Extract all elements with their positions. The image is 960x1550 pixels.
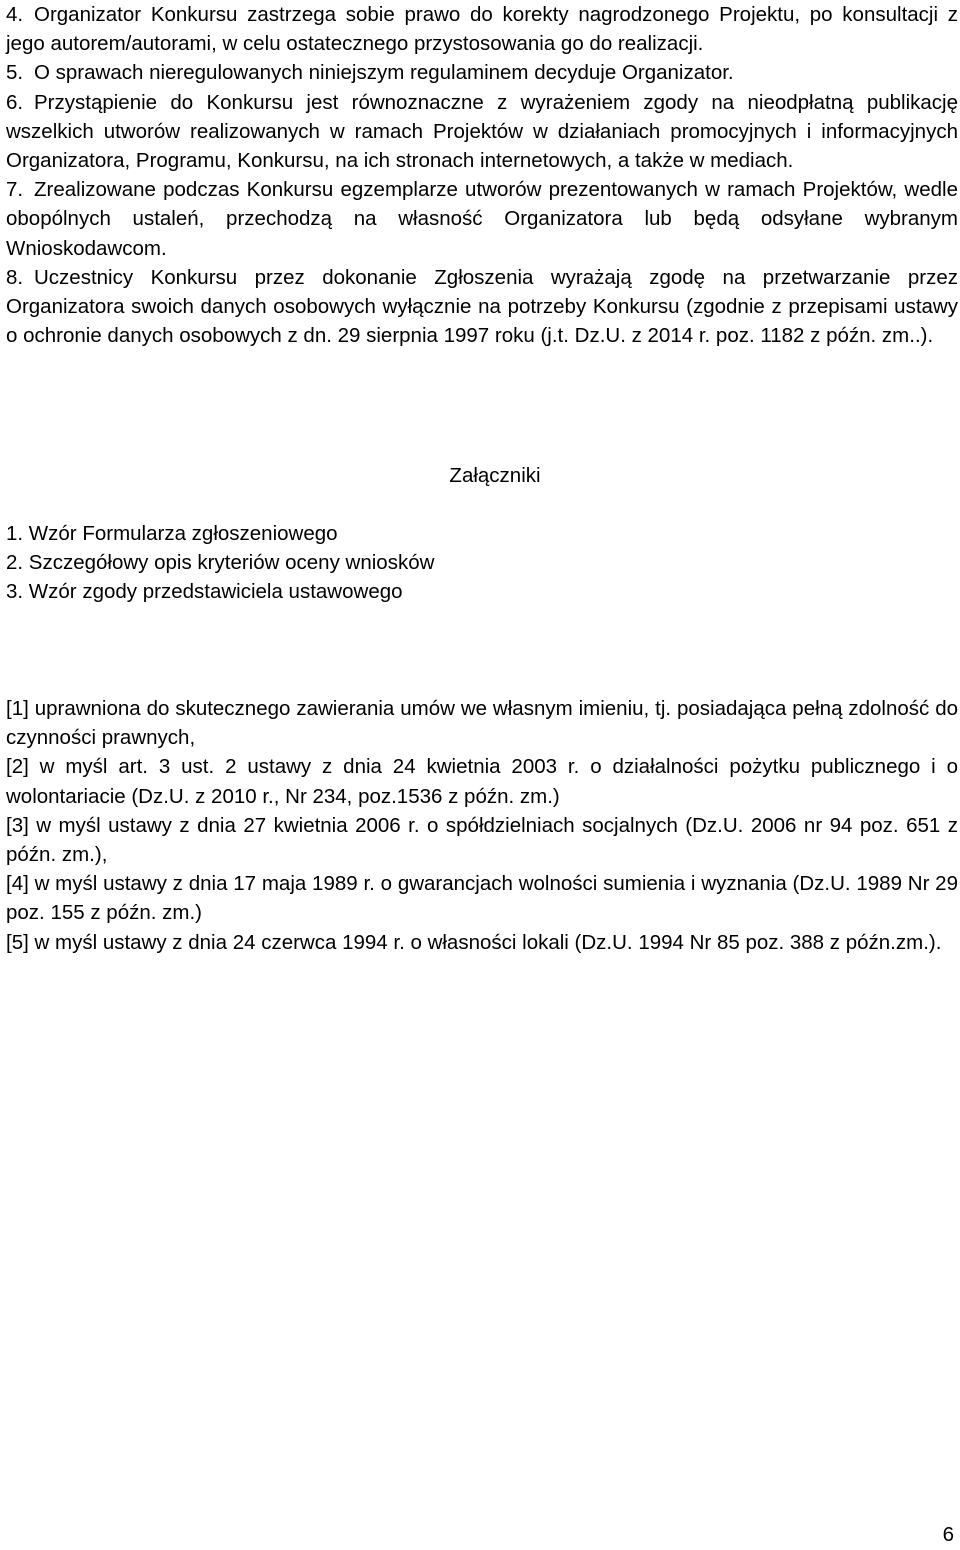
attachment-item: 3. Wzór zgody przedstawiciela ustawowego bbox=[6, 580, 403, 603]
footnote-item: [5] w myśl ustawy z dnia 24 czerwca 1994 r. o własności lokali (Dz.U. 1994 Nr 85 poz. 388 z późn.zm.). bbox=[6, 930, 942, 954]
rule-number: 8. bbox=[6, 265, 24, 289]
rule-item bbox=[6, 175, 958, 263]
footnotes-list bbox=[6, 694, 958, 957]
rule-item bbox=[6, 0, 958, 58]
footnote-item: [4] w myśl ustawy z dnia 17 maja 1989 r. o gwarancjach wolności sumienia i wyznania (Dz.U. 1989 Nr 29 poz. 155 z późn. zm.) bbox=[6, 872, 958, 925]
rule-text: Zrealizowane podczas Konkursu egzemplarze utworów prezentowanych w ramach Projektów, wedle obopólnych ustaleń, przechodzą na własność Organizatora lub będą odsyłane wybranym Wnioskodawcom. bbox=[6, 178, 958, 260]
rule-text: Przystąpienie do Konkursu jest równoznaczne z wyrażeniem zgody na nieodpłatną publikację wszelkich utworów realizowanych w ramach Projektów w działaniach promocyjnych i informacyjnych Organizatora, Programu, Konkursu, na ich stronach internetowych, a także w mediach. bbox=[6, 90, 958, 173]
rule-item bbox=[6, 58, 958, 87]
rule-text: Organizator Konkursu zastrzega sobie prawo do korekty nagrodzonego Projektu, po konsultacji z jego autorem/autorami, w celu ostatecznego przystosowania go do realizacji. bbox=[6, 3, 958, 56]
rule-item bbox=[6, 263, 958, 351]
rules-list bbox=[6, 0, 958, 350]
rule-number: 6. bbox=[6, 90, 24, 114]
page-number: 6 bbox=[942, 1523, 954, 1546]
rule-item bbox=[6, 88, 958, 176]
footnote-item: [3] w myśl ustawy z dnia 27 kwietnia 2006 r. o spółdzielniach socjalnych (Dz.U. 2006 nr 94 poz. 651 z późn. zm.), bbox=[6, 813, 958, 867]
attachments-heading: Załączniki bbox=[449, 464, 541, 487]
rule-number: 7. bbox=[6, 178, 24, 202]
rule-number: 5. bbox=[6, 61, 24, 85]
footnote-item: [1] uprawniona do skutecznego zawierania umów we własnym imieniu, tj. posiadająca pełną zdolność do czynności prawnych, bbox=[6, 697, 958, 750]
rule-number: 4. bbox=[6, 3, 24, 26]
attachments-list bbox=[6, 519, 434, 606]
attachment-item: 2. Szczegółowy opis kryteriów oceny wniosków bbox=[6, 551, 435, 574]
footnote-item: [2] w myśl art. 3 ust. 2 ustawy z dnia 24 kwietnia 2003 r. o działalności pożytku publicznego i o wolontariacie (Dz.U. z 2010 r., Nr 234, poz.1536 z późn. zm.) bbox=[6, 755, 958, 808]
rule-text: O sprawach nieregulowanych niniejszym regulaminem decyduje Organizator. bbox=[34, 61, 734, 85]
attachment-item: 1. Wzór Formularza zgłoszeniowego bbox=[6, 522, 338, 545]
rule-text: Uczestnicy Konkursu przez dokonanie Zgłoszenia wyrażają zgodę na przetwarzanie przez Organizatora swoich danych osobowych wyłącznie na potrzeby Konkursu (zgodnie z przepisami ustawy o ochronie danych osobowych z dn. 29 sierpnia 1997 roku (j.t. Dz.U. z 2014 r. poz. 1182 z późn. zm..). bbox=[6, 265, 958, 348]
